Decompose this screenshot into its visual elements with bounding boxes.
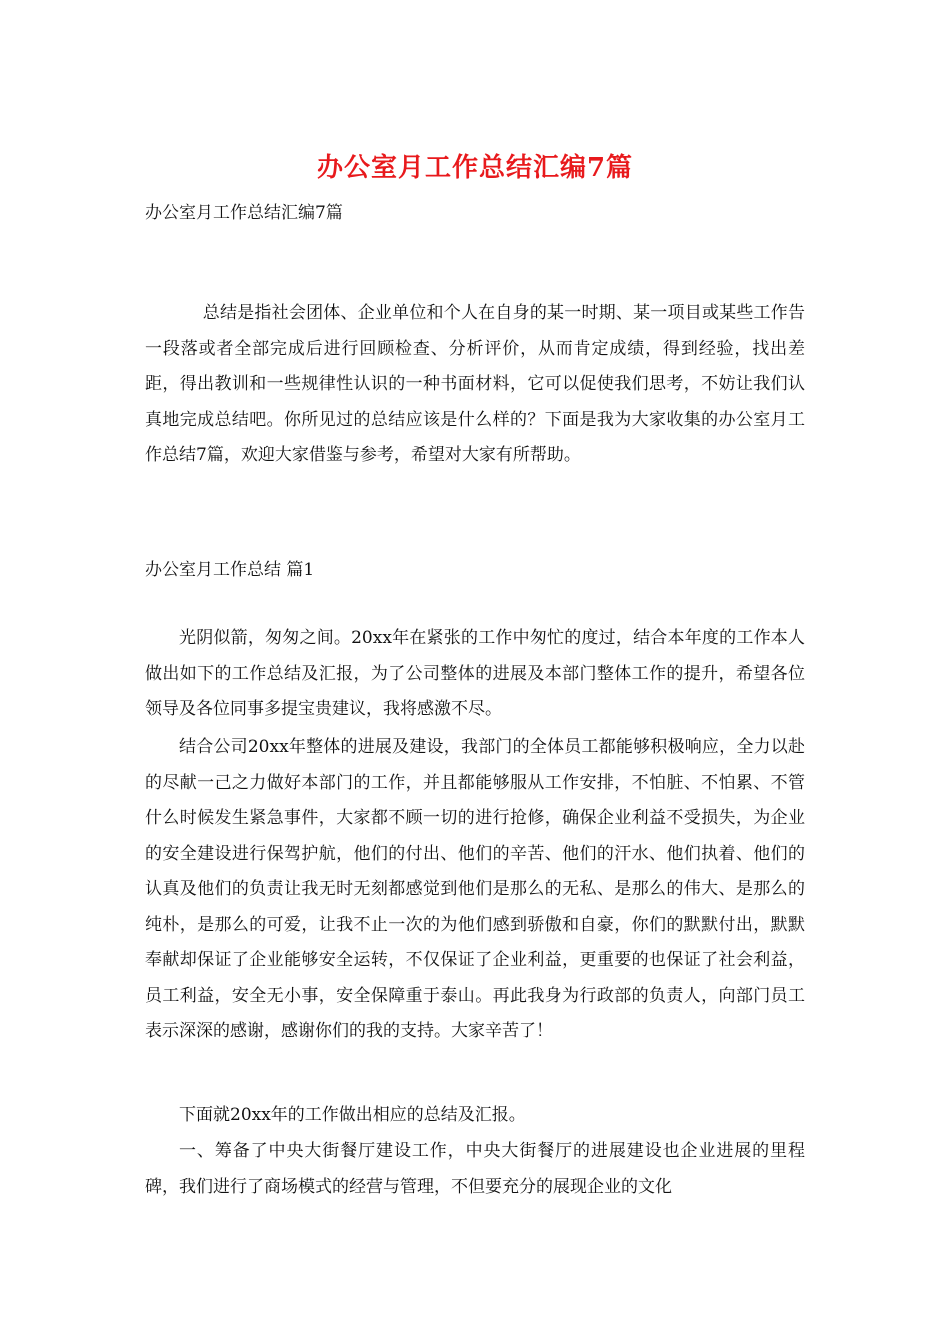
body-paragraph: 一、筹备了中央大街餐厅建设工作，中央大街餐厅的进展建设也企业进展的里程碑，我们进行了商场模式的经营与管理，不但要充分的展现企业的文化 [145,1141,805,1197]
body-paragraph: 结合公司20xx年整体的进展及建设，我部门的全体员工都能够积极响应，全力以赴的尽献一己之力做好本部门的工作，并且都能够服从工作安排，不怕脏、不怕累、不管什么时候发生紧急事件，大家都不顾一切的进行抢修，确保企业利益不受损失，为企业的安全建设进行保驾护航，他们的付出、他们的辛苦、他们的汗水、他们执着、他们的认真及他们的负责让我无时无刻都感觉到他们是那么的无私、是那么的伟大、是那么的纯朴，是那么的可爱，让我不止一次的为他们感到骄傲和自豪，你们的默默付出，默默奉献却保证了企业能够安全运转，不仅保证了企业利益，更重要的也保证了社会利益，员工利益，安全无小事，安全保障重于泰山。再此我身为行政部的负责人，向部门员工表示深深的感谢，感谢你们的我的支持。大家辛苦了！ [145,737,805,1041]
intro-paragraph: 总结是指社会团体、企业单位和个人在自身的某一时期、某一项目或某些工作告一段落或者全部完成后进行回顾检查、分析评价，从而肯定成绩，得到经验，找出差距，得出教训和一些规律性认识的一种书面材料，它可以促使我们思考，不妨让我们认真地完成总结吧。你所见过的总结应该是什么样的？下面是我为大家收集的办公室月工作总结7篇，欢迎大家借鉴与参考，希望对大家有所帮助。 [145,303,805,465]
document-subtitle: 办公室月工作总结汇编7篇 [145,203,343,223]
document-title: 办公室月工作总结汇编7篇 [316,153,634,183]
body-paragraph: 下面就20xx年的工作做出相应的总结及汇报。 [179,1105,526,1125]
section-heading: 办公室月工作总结 篇1 [145,560,315,580]
body-paragraph: 光阴似箭，匆匆之间。20xx年在紧张的工作中匆忙的度过，结合本年度的工作本人做出如下的工作总结及汇报，为了公司整体的进展及本部门整体工作的提升，希望各位领导及各位同事多提宝贵建议，我将感激不尽。 [145,628,805,719]
